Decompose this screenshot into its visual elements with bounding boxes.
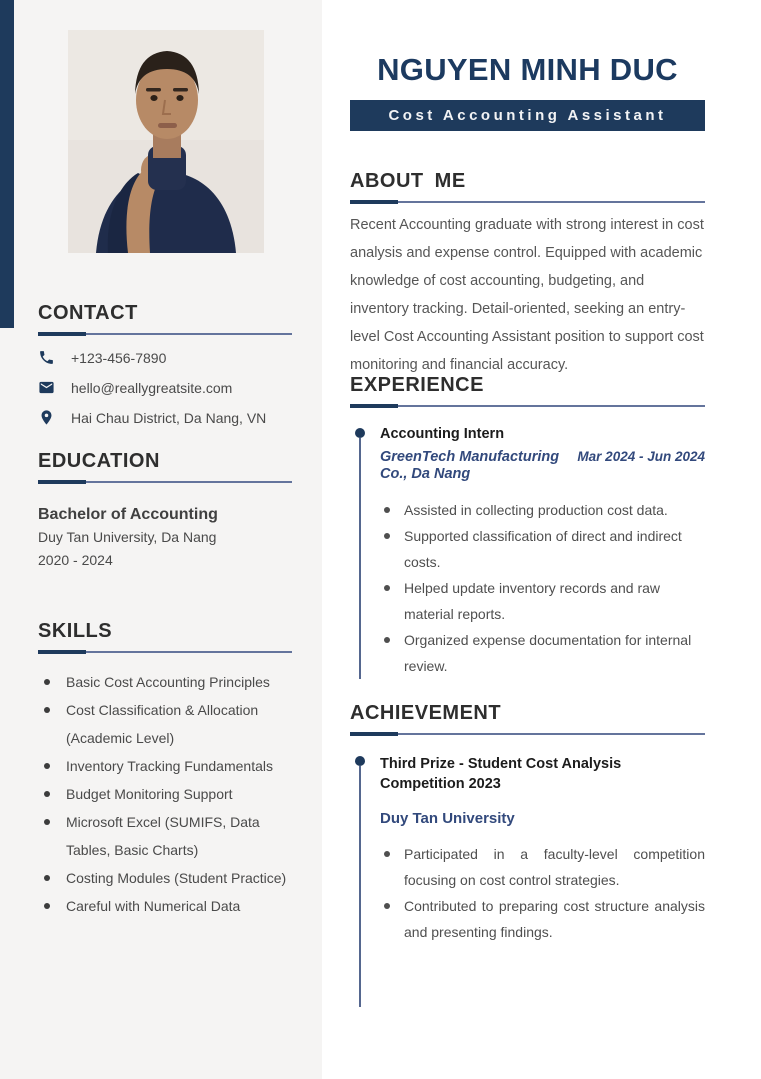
contact-phone-row (38, 349, 292, 366)
location-pin-icon (38, 409, 55, 426)
experience-bullet: Supported classification of direct and indirect costs. (380, 523, 705, 575)
heading-rule (350, 199, 705, 204)
achievement-entry (356, 754, 705, 1007)
education-section (38, 450, 292, 570)
school-name: Duy Tan University, Da Nang (38, 529, 217, 545)
skill-item: Inventory Tracking Fundamentals (38, 752, 292, 780)
skill-item: Cost Classification & Allocation (Academic Level) (38, 696, 292, 752)
experience-section (350, 374, 705, 679)
achievement-bullets (380, 841, 705, 945)
experience-bullet: Assisted in collecting production cost data. (380, 497, 705, 523)
skills-list (38, 668, 292, 920)
job-dates: Mar 2024 - Jun 2024 (577, 449, 705, 464)
achievement-org: Duy Tan University (380, 810, 515, 827)
contact-list (38, 349, 292, 426)
phone-number: +123-456-7890 (71, 349, 167, 366)
education-years: 2020 - 2024 (38, 552, 113, 568)
contact-heading: CONTACT (38, 302, 138, 324)
about-heading: ABOUT ME (350, 170, 466, 192)
left-accent-bar (0, 0, 14, 328)
contact-location-row (38, 409, 292, 426)
person-name: NGUYEN MINH DUC (377, 52, 678, 87)
timeline-dot (355, 428, 365, 438)
contact-section (38, 302, 292, 426)
experience-bullet: Helped update inventory records and raw material reports. (380, 575, 705, 627)
about-section (350, 170, 705, 379)
contact-email-row (38, 379, 292, 396)
achievement-bullet: Contributed to preparing cost structure analysis and presenting findings. (380, 893, 705, 945)
skill-item: Budget Monitoring Support (38, 780, 292, 808)
achievement-title: Third Prize - Student Cost Analysis Competition 2023 (380, 756, 622, 792)
experience-bullet: Organized expense documentation for internal review. (380, 627, 705, 679)
degree-title: Bachelor of Accounting (38, 506, 218, 523)
achievement-heading: ACHIEVEMENT (350, 702, 502, 724)
skill-item: Careful with Numerical Data (38, 892, 292, 920)
skill-item: Basic Cost Accounting Principles (38, 668, 292, 696)
about-paragraph: Recent Accounting graduate with strong interest in cost analysis and expense control. Equipped with academic knowledge of cost accounting, budgeting, and inventory tracking. Detail-oriented, seeking an entry-level Cost Accounting Assistant position to support cost monitoring and financial accuracy. (350, 217, 704, 373)
heading-rule (350, 403, 705, 408)
education-heading: EDUCATION (38, 450, 160, 472)
job-meta (380, 449, 705, 483)
skills-heading: SKILLS (38, 620, 113, 642)
achievement-section (350, 702, 705, 1007)
company-name: GreenTech Manufacturing Co., Da Nang (380, 449, 560, 482)
heading-rule (38, 331, 292, 336)
skill-item: Microsoft Excel (SUMIFS, Data Tables, Basic Charts) (38, 808, 292, 864)
timeline-dot (355, 756, 365, 766)
experience-entry (356, 426, 705, 679)
email-icon (38, 379, 55, 396)
heading-rule (38, 649, 292, 654)
job-title-banner: Cost Accounting Assistant (350, 100, 705, 131)
job-role: Accounting Intern (380, 426, 505, 442)
location-text: Hai Chau District, Da Nang, VN (71, 409, 267, 426)
skill-item: Costing Modules (Student Practice) (38, 864, 292, 892)
heading-rule (38, 479, 292, 484)
skills-section (38, 620, 292, 920)
email-address: hello@reallygreatsite.com (71, 379, 233, 396)
experience-heading: EXPERIENCE (350, 374, 484, 396)
heading-rule (350, 731, 705, 736)
achievement-bullet: Participated in a faculty-level competition focusing on cost control strategies. (380, 841, 705, 893)
profile-photo (68, 30, 264, 253)
experience-bullets (380, 497, 705, 679)
phone-icon (38, 349, 55, 366)
